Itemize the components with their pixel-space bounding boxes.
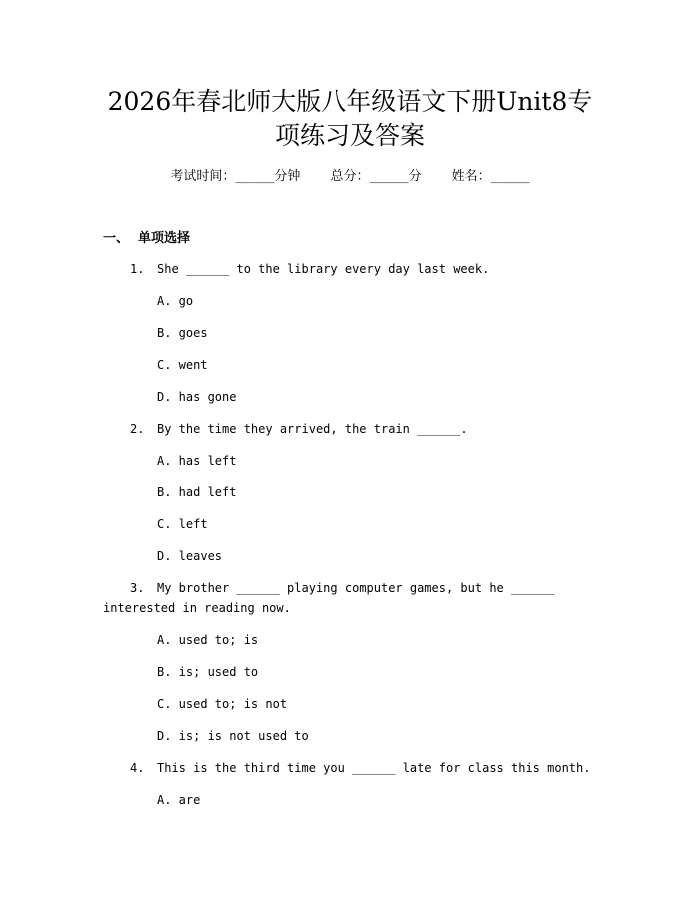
option-d: D. is; is not used to xyxy=(157,729,309,743)
section-number: 一、 xyxy=(103,231,130,246)
option-b: B. is; used to xyxy=(157,665,259,679)
option-d: D. leaves xyxy=(157,549,223,563)
section-heading xyxy=(103,228,190,250)
option-a: A. used to; is xyxy=(157,633,259,647)
option-a: A. go xyxy=(157,294,194,308)
option-d: D. has gone xyxy=(157,390,237,404)
option-b: B. goes xyxy=(157,326,208,340)
total-score-field: 总分：______分 xyxy=(330,169,422,184)
student-name-field: 姓名：______ xyxy=(451,169,530,184)
document-title-line-2: 项练习及答案 xyxy=(274,121,425,150)
option-a: A. are xyxy=(157,793,201,807)
question-number: 2. xyxy=(130,422,145,436)
option-c: C. went xyxy=(157,358,208,372)
question-number: 1. xyxy=(130,262,145,276)
exam-meta xyxy=(0,166,700,188)
question-number: 4. xyxy=(130,761,145,775)
question-text: By the time they arrived, the train ______. xyxy=(157,422,468,436)
question-number: 3. xyxy=(130,581,145,595)
question-text: This is the third time you ______ late for class this month. xyxy=(157,761,591,775)
exam-time-field: 考试时间：______分钟 xyxy=(170,169,301,184)
option-b: B. had left xyxy=(157,485,237,499)
question-text-continued: interested in reading now. xyxy=(103,601,291,615)
option-c: C. used to; is not xyxy=(157,697,288,711)
option-c: C. left xyxy=(157,517,208,531)
question-text: She ______ to the library every day last week. xyxy=(157,262,490,276)
document-title-line-1: 2026年春北师大版八年级语文下册Unit8专 xyxy=(107,87,593,116)
option-a: A. has left xyxy=(157,454,237,468)
section-title: 单项选择 xyxy=(138,231,191,246)
question-text: My brother ______ playing computer games, but he ______ xyxy=(157,581,555,595)
